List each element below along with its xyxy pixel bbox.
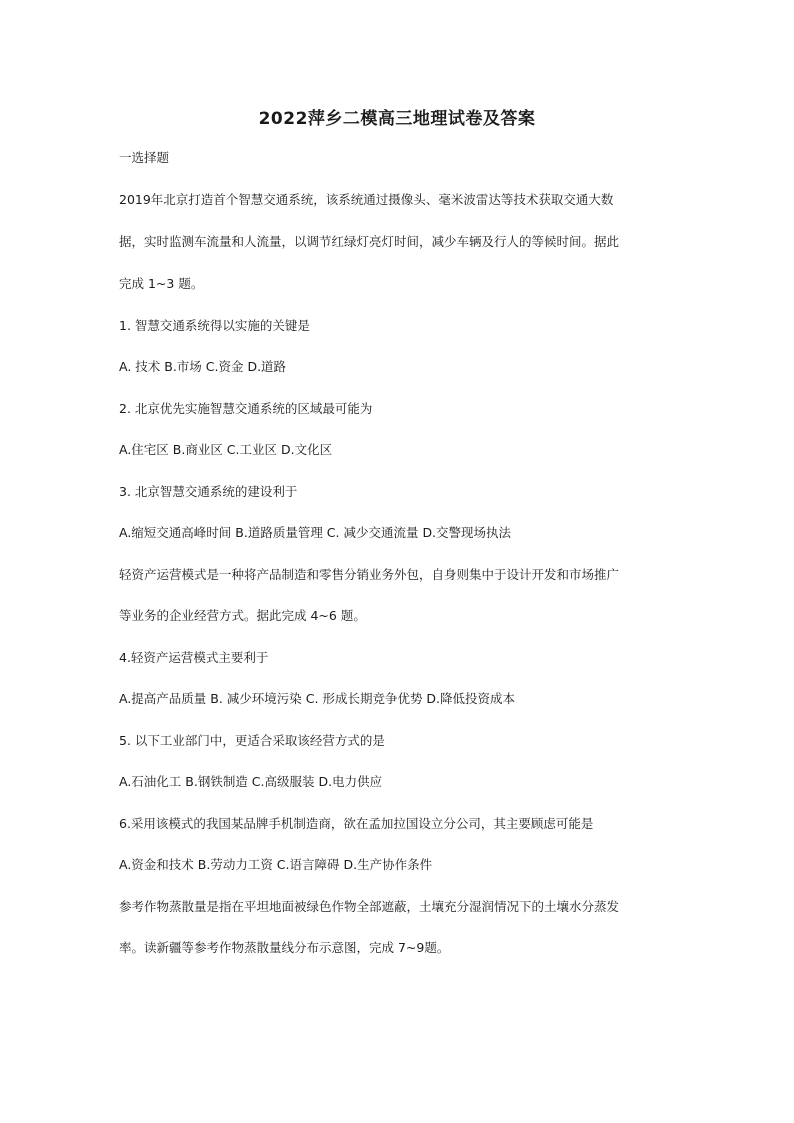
passage-line: 据，实时监测车流量和人流量，以调节红绿灯亮灯时间，减少车辆及行人的等候时间。据此: [119, 234, 620, 249]
question-1: 1. 智慧交通系统得以实施的关键是: [119, 318, 310, 333]
question-3: 3. 北京智慧交通系统的建设利于: [119, 484, 298, 499]
passage-line: 参考作物蒸散量是指在平坦地面被绿色作物全部遮蔽，土壤充分湿润情况下的土壤水分蒸发: [119, 899, 620, 914]
question-1-options: A. 技术 B.市场 C.资金 D.道路: [119, 359, 287, 374]
question-2: 2. 北京优先实施智慧交通系统的区域最可能为: [119, 401, 373, 416]
section-heading: 一选择题: [119, 150, 170, 165]
question-2-options: A.住宅区 B.商业区 C.工业区 D.文化区: [119, 442, 333, 457]
passage-line: 率。读新疆等参考作物蒸散量线分布示意图，完成 7~9题。: [119, 940, 450, 955]
question-4-options: A.提高产品质量 B. 减少环境污染 C. 形成长期竞争优势 D.降低投资成本: [119, 691, 516, 706]
passage-line: 轻资产运营模式是一种将产品制造和零售分销业务外包，自身则集中于设计开发和市场推广: [119, 567, 620, 582]
question-6: 6.采用该模式的我国某品牌手机制造商，欲在孟加拉国设立分公司，其主要顾虑可能是: [119, 816, 594, 831]
question-4: 4.轻资产运营模式主要利于: [119, 650, 269, 665]
question-5-options: A.石油化工 B.钢铁制造 C.高级服装 D.电力供应: [119, 774, 383, 789]
question-6-options: A.资金和技术 B.劳动力工资 C.语言障碍 D.生产协作条件: [119, 857, 433, 872]
passage-line: 2019年北京打造首个智慧交通系统，该系统通过摄像头、毫米波雷达等技术获取交通大数: [119, 192, 614, 207]
passage-line: 完成 1~3 题。: [119, 276, 204, 291]
question-5: 5. 以下工业部门中，更适合采取该经营方式的是: [119, 733, 385, 748]
passage-line: 等业务的企业经营方式。据此完成 4~6 题。: [119, 608, 366, 623]
question-3-options: A.缩短交通高峰时间 B.道路质量管理 C. 减少交通流量 D.交警现场执法: [119, 525, 512, 540]
document-title: 2022萍乡二模高三地理试卷及答案: [258, 109, 536, 129]
